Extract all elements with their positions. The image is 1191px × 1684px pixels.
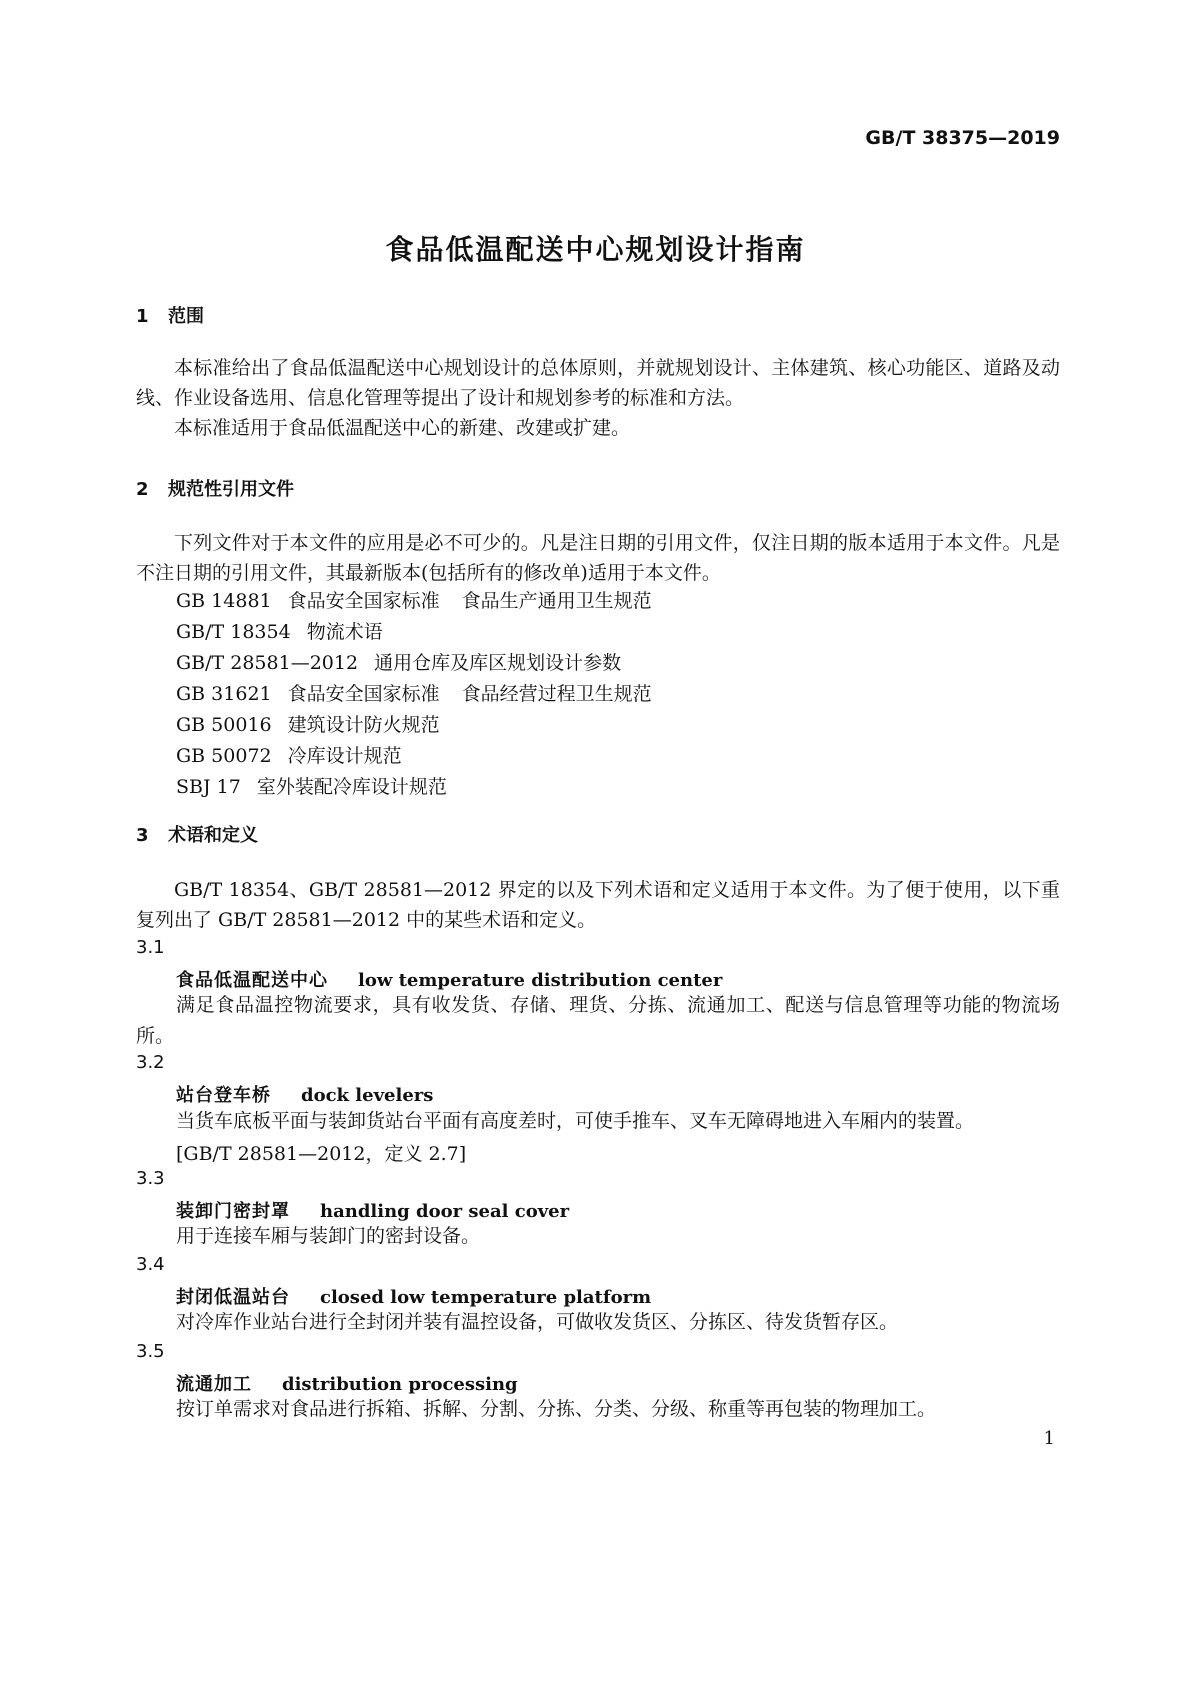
term-definition: 按订单需求对食品进行拆箱、拆解、分割、分拣、分类、分级、称重等再包装的物理加工。: [176, 1398, 937, 1420]
reference-title: 室外装配冷库设计规范: [256, 776, 447, 798]
term-name-en: low temperature distribution center: [358, 970, 723, 991]
page-number: 1: [1043, 1428, 1055, 1449]
reference-list: [176, 586, 652, 803]
term-name: [176, 1197, 569, 1223]
term-name-zh: 封闭低温站台: [176, 1287, 290, 1308]
reference-code: GB 50072: [176, 745, 272, 767]
term-number: 3.3: [136, 1168, 165, 1189]
reference-title: 食品安全国家标准: [287, 683, 440, 705]
reference-code: GB 31621: [176, 683, 272, 705]
section-number: 1: [136, 306, 149, 327]
term-name-zh: 站台登车桥: [176, 1085, 271, 1106]
reference-title: 冷库设计规范: [287, 745, 402, 767]
reference-item: [176, 772, 652, 803]
term-name-zh: 食品低温配送中心: [176, 970, 328, 991]
reference-item: [176, 679, 652, 710]
term-number: 3.2: [136, 1052, 165, 1073]
term-name-zh: 装卸门密封罩: [176, 1201, 290, 1222]
section-title: 术语和定义: [168, 825, 258, 846]
reference-item: [176, 741, 652, 772]
reference-item: [176, 648, 652, 679]
scope-paragraph-1: 本标准给出了食品低温配送中心规划设计的总体原则，并就规划设计、主体建筑、核心功能区、道路及动线、作业设备选用、信息化管理等提出了设计和规划参考的标准和方法。: [136, 357, 1060, 409]
reference-code: GB 14881: [176, 590, 272, 612]
term-definition: 用于连接车厢与装卸门的密封设备。: [176, 1225, 481, 1247]
term-name-en: distribution processing: [282, 1374, 518, 1395]
section-number: 3: [136, 825, 149, 846]
term-number: 3.5: [136, 1341, 165, 1362]
terms-intro-paragraph: GB/T 18354、GB/T 28581—2012 界定的以及下列术语和定义适用于本文件。为了便于使用，以下重复列出了 GB/T 28581—2012 中的某些术语和定义。: [136, 879, 1060, 931]
reference-code: GB/T 18354: [176, 621, 291, 643]
standard-code: GB/T 38375—2019: [865, 127, 1060, 149]
document-title: 食品低温配送中心规划设计指南: [385, 233, 806, 266]
term-source: [GB/T 28581—2012，定义 2.7]: [176, 1143, 467, 1165]
term-name-zh: 流通加工: [176, 1374, 252, 1395]
term-number: 3.4: [136, 1254, 165, 1275]
term-name-en: dock levelers: [301, 1085, 434, 1106]
term-definition: 满足食品温控物流要求，具有收发货、存储、理货、分拣、流通加工、配送与信息管理等功能的物流场所。: [136, 994, 1060, 1047]
term-definition: 对冷库作业站台进行全封闭并装有温控设备，可做收发货区、分拣区、待发货暂存区。: [176, 1311, 899, 1333]
term-name: [176, 966, 722, 992]
reference-subtitle: 食品生产通用卫生规范: [461, 590, 652, 612]
section-title: 范围: [168, 306, 204, 327]
section-number: 2: [136, 479, 149, 500]
reference-subtitle: 食品经营过程卫生规范: [461, 683, 652, 705]
reference-item: [176, 710, 652, 741]
term-name: [176, 1081, 433, 1107]
reference-title: 物流术语: [306, 621, 383, 643]
term-name-en: handling door seal cover: [320, 1201, 570, 1222]
references-intro-paragraph: 下列文件对于本文件的应用是必不可少的。凡是注日期的引用文件，仅注日期的版本适用于本文件。凡是不注日期的引用文件，其最新版本(包括所有的修改单)适用于本文件。: [136, 532, 1060, 584]
section-heading-normative-references: [136, 475, 294, 501]
term-number: 3.1: [136, 937, 165, 958]
reference-title: 通用仓库及库区规划设计参数: [374, 652, 622, 674]
reference-item: [176, 586, 652, 617]
reference-code: GB/T 28581—2012: [176, 652, 359, 674]
reference-code: GB 50016: [176, 714, 272, 736]
reference-title: 建筑设计防火规范: [287, 714, 440, 736]
reference-code: SBJ 17: [176, 776, 241, 798]
section-heading-terms: [136, 821, 258, 847]
section-title: 规范性引用文件: [168, 479, 294, 500]
reference-title: 食品安全国家标准: [287, 590, 440, 612]
term-definition: 当货车底板平面与装卸货站台平面有高度差时，可使手推车、叉车无障碍地进入车厢内的装置。: [176, 1110, 975, 1132]
term-name: [176, 1283, 651, 1309]
reference-item: [176, 617, 652, 648]
term-name: [176, 1370, 518, 1396]
term-name-en: closed low temperature platform: [320, 1287, 652, 1308]
section-heading-scope: [136, 302, 204, 328]
scope-paragraph-2: 本标准适用于食品低温配送中心的新建、改建或扩建。: [174, 417, 631, 439]
